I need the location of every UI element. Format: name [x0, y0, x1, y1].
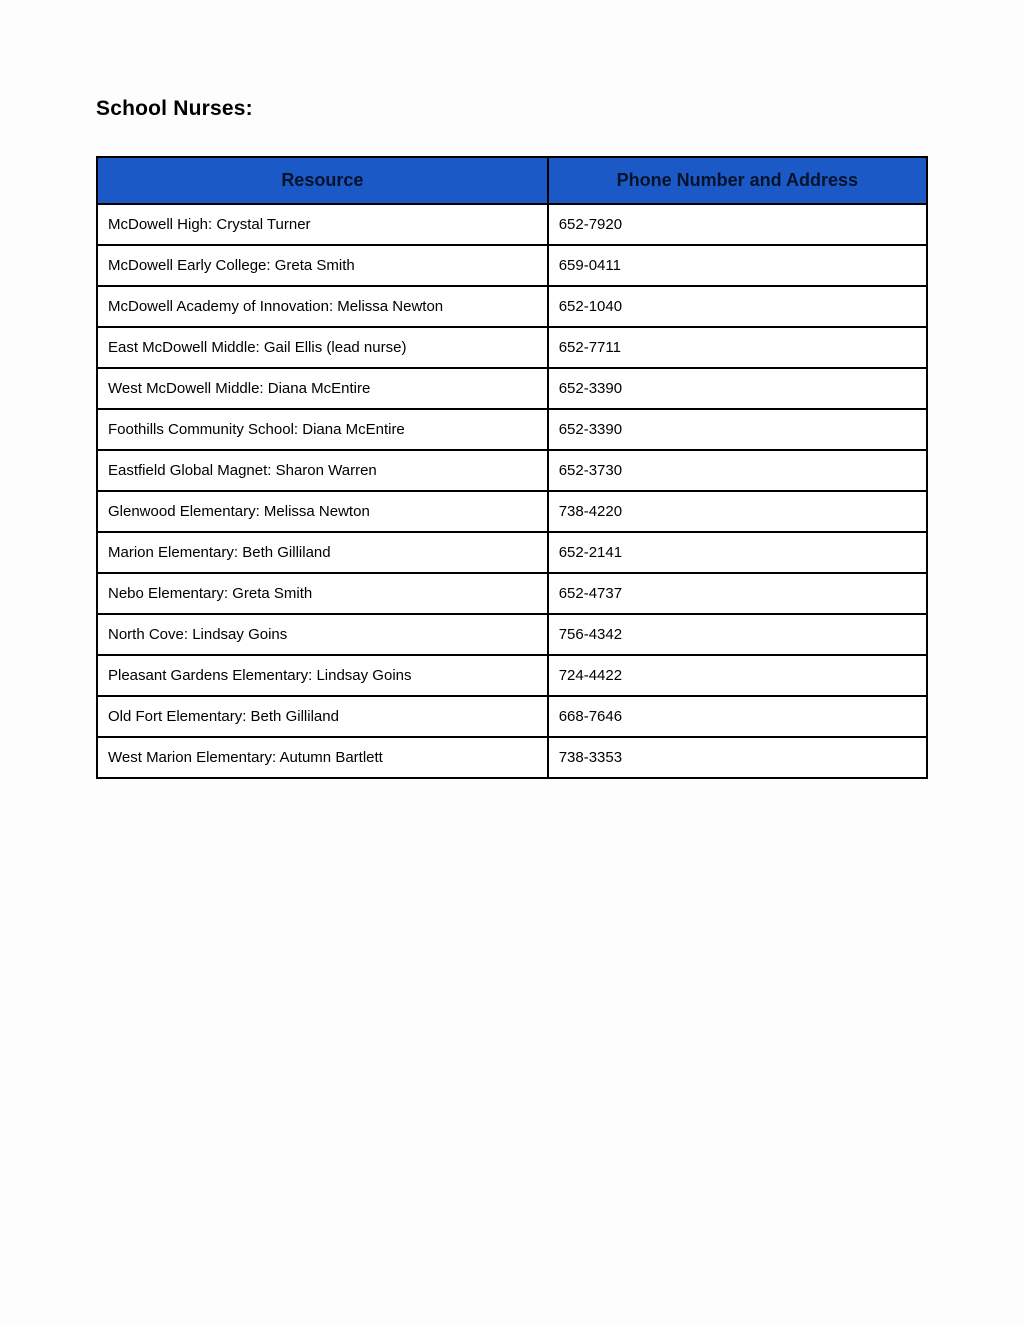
- phone-cell: 738-4220: [548, 491, 927, 532]
- phone-cell: 652-3730: [548, 450, 927, 491]
- phone-cell: 652-3390: [548, 409, 927, 450]
- resource-cell: East McDowell Middle: Gail Ellis (lead nurse): [97, 327, 548, 368]
- table-body: [97, 204, 927, 778]
- resource-cell: McDowell Early College: Greta Smith: [97, 245, 548, 286]
- header-cell-resource: Resource: [97, 157, 548, 204]
- school-nurses-table: [96, 156, 928, 779]
- phone-cell: 668-7646: [548, 696, 927, 737]
- resource-cell: Eastfield Global Magnet: Sharon Warren: [97, 450, 548, 491]
- phone-cell: 724-4422: [548, 655, 927, 696]
- table-row: [97, 573, 927, 614]
- phone-cell: 659-0411: [548, 245, 927, 286]
- resource-cell: Foothills Community School: Diana McEntire: [97, 409, 548, 450]
- table-row: [97, 409, 927, 450]
- phone-cell: 756-4342: [548, 614, 927, 655]
- table-row: [97, 614, 927, 655]
- phone-cell: 652-2141: [548, 532, 927, 573]
- resource-cell: Glenwood Elementary: Melissa Newton: [97, 491, 548, 532]
- resource-cell: Nebo Elementary: Greta Smith: [97, 573, 548, 614]
- page-title: School Nurses:: [96, 97, 253, 120]
- phone-cell: 652-7920: [548, 204, 927, 245]
- resource-cell: Marion Elementary: Beth Gilliland: [97, 532, 548, 573]
- phone-cell: 652-7711: [548, 327, 927, 368]
- resource-cell: North Cove: Lindsay Goins: [97, 614, 548, 655]
- resource-cell: McDowell Academy of Innovation: Melissa Newton: [97, 286, 548, 327]
- table-row: [97, 327, 927, 368]
- table-row: [97, 696, 927, 737]
- table-row: [97, 532, 927, 573]
- phone-cell: 652-3390: [548, 368, 927, 409]
- table-row: [97, 655, 927, 696]
- table-row: [97, 737, 927, 778]
- resource-cell: West McDowell Middle: Diana McEntire: [97, 368, 548, 409]
- resource-cell: McDowell High: Crystal Turner: [97, 204, 548, 245]
- table-header-row: [97, 157, 927, 204]
- table-row: [97, 491, 927, 532]
- header-cell-phone: Phone Number and Address: [548, 157, 927, 204]
- resource-cell: Pleasant Gardens Elementary: Lindsay Goins: [97, 655, 548, 696]
- table-row: [97, 204, 927, 245]
- table-row: [97, 368, 927, 409]
- table-row: [97, 245, 927, 286]
- resource-cell: West Marion Elementary: Autumn Bartlett: [97, 737, 548, 778]
- phone-cell: 738-3353: [548, 737, 927, 778]
- table-row: [97, 450, 927, 491]
- resource-cell: Old Fort Elementary: Beth Gilliland: [97, 696, 548, 737]
- table-row: [97, 286, 927, 327]
- phone-cell: 652-1040: [548, 286, 927, 327]
- phone-cell: 652-4737: [548, 573, 927, 614]
